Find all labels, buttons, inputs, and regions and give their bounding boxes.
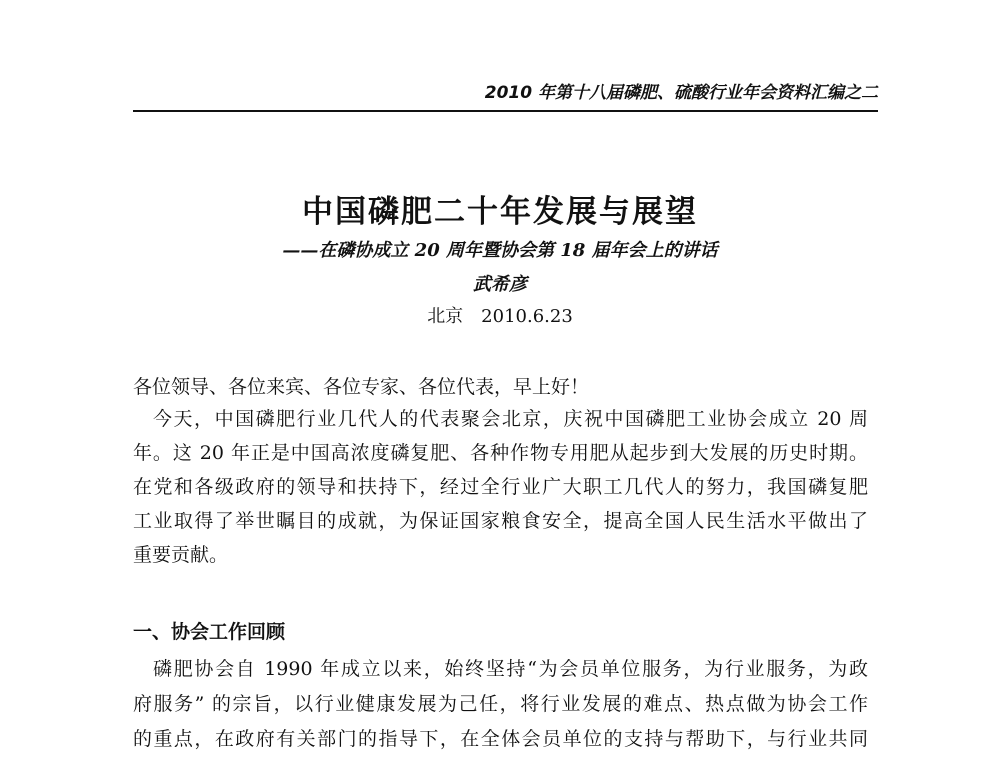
paragraph-line: 的重点，在政府有关部门的指导下，在全体会员单位的支持与帮助下，与行业共同 — [133, 728, 868, 750]
paragraph-line: 在党和各级政府的领导和扶持下，经过全行业广大职工几代人的努力，我国磷复肥 — [133, 476, 868, 498]
paragraph-line: 重要贡献。 — [133, 544, 229, 566]
place-date: 北京 2010.6.23 — [427, 306, 573, 327]
author: 武希彦 — [473, 274, 527, 295]
paragraph-line: 府服务” 的宗旨，以行业健康发展为己任，将行业发展的难点、热点做为协会工作 — [133, 693, 868, 715]
running-header: 2010 年第十八届磷肥、硫酸行业年会资料汇编之二 — [484, 83, 878, 103]
paragraph-line: 工业取得了举世瞩目的成就，为保证国家粮食安全，提高全国人民生活水平做出了 — [133, 510, 868, 532]
header-rule — [133, 110, 878, 112]
paragraph-line: 年。这 20 年正是中国高浓度磷复肥、各种作物专用肥从起步到大发展的历史时期。 — [133, 442, 868, 464]
paragraph-line: 今天，中国磷肥行业几代人的代表聚会北京，庆祝中国磷肥工业协会成立 20 周 — [153, 408, 868, 430]
section-heading: 一、协会工作回顾 — [133, 621, 286, 643]
paragraph-line: 磷肥协会自 1990 年成立以来，始终坚持“为会员单位服务，为行业服务，为政 — [153, 658, 868, 680]
document-title: 中国磷肥二十年发展与展望 — [302, 194, 698, 230]
document-subtitle: ——在磷协成立 20 周年暨协会第 18 届年会上的讲话 — [282, 240, 718, 261]
greeting: 各位领导、各位来宾、各位专家、各位代表，早上好！ — [133, 376, 590, 398]
